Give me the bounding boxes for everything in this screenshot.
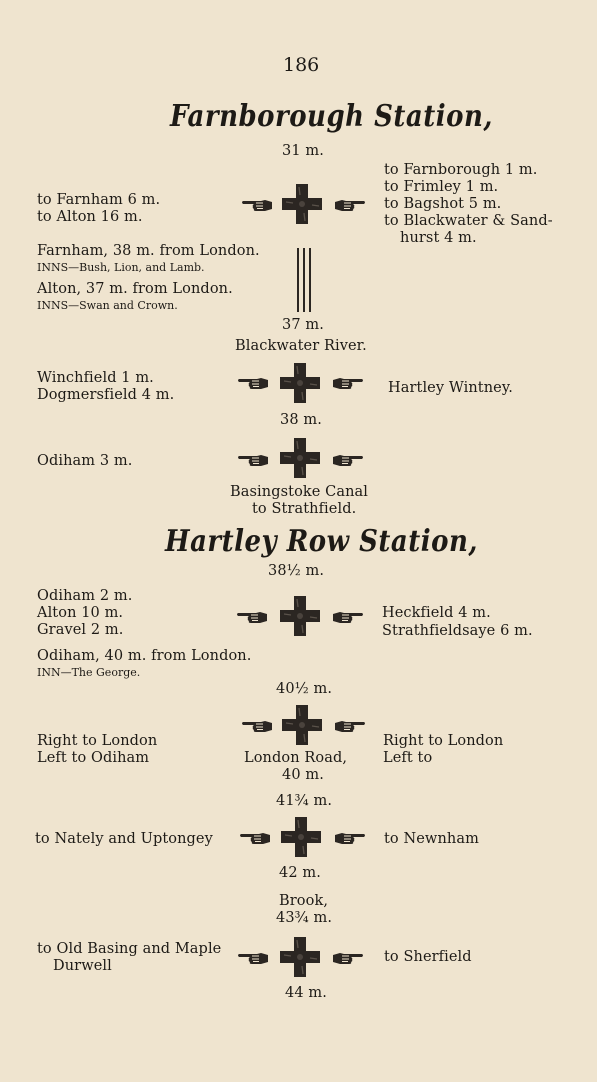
cross-roads-icon (279, 595, 321, 637)
route-right-line: Heckfield 4 m. (382, 605, 491, 621)
route-right-line: to Sherfield (384, 949, 472, 965)
route-right-line: Left to (383, 750, 433, 766)
route-left-line: Odiham 2 m. (37, 588, 133, 604)
cross-roads-icon (279, 437, 321, 479)
pointing-hand-left-icon (236, 452, 270, 468)
route-left-line: Odiham 3 m. (37, 453, 133, 469)
inns-entry: INNS—Swan and Crown. (37, 299, 178, 312)
pointing-hand-right-icon (333, 197, 367, 213)
distance-label: 31 m. (282, 143, 324, 159)
cross-roads-icon (281, 183, 323, 225)
cross-roads-icon (279, 936, 321, 978)
station-heading-farnborough: Farnborough Station, (170, 99, 493, 135)
route-right-line: Strathfieldsaye 6 m. (382, 623, 533, 639)
cross-roads-icon (281, 704, 323, 746)
mileage-label: 44 m. (285, 985, 327, 1001)
pointing-hand-right-icon (331, 950, 365, 966)
mileage-label: 38 m. (280, 412, 322, 428)
pointing-hand-left-icon (236, 950, 270, 966)
route-left-line: Dogmersfield 4 m. (37, 387, 175, 403)
mileage-label: 40 m. (282, 767, 324, 783)
route-left-line: to Farnham 6 m. (37, 192, 161, 208)
pointing-hand-left-icon (238, 830, 272, 846)
pointing-hand-right-icon (333, 830, 367, 846)
route-left-line: to Nately and Uptongey (35, 831, 213, 847)
pointing-hand-right-icon (333, 718, 367, 734)
station-heading-hartley-row: Hartley Row Station, (165, 524, 478, 560)
town-entry: Farnham, 38 m. from London. (37, 243, 260, 259)
route-left-line: Right to London (37, 733, 158, 749)
pointing-hand-right-icon (331, 452, 365, 468)
town-entry: Alton, 37 m. from London. (37, 281, 233, 297)
mileage-label: 37 m. (282, 317, 324, 333)
cross-roads-icon (279, 362, 321, 404)
route-right-line: to Farnborough 1 m. (384, 162, 538, 178)
pointing-hand-left-icon (235, 609, 269, 625)
road-label: London Road, (244, 750, 348, 766)
pointing-hand-left-icon (240, 197, 274, 213)
route-right-line: to Blackwater & Sand- (384, 213, 553, 229)
pointing-hand-right-icon (331, 375, 365, 391)
pointing-hand-left-icon (236, 375, 270, 391)
canal-label: Basingstoke Canal (230, 484, 369, 500)
route-right-line: to Frimley 1 m. (384, 179, 499, 195)
route-left-line: to Old Basing and Maple (37, 941, 222, 957)
route-right-line: Hartley Wintney. (388, 380, 513, 396)
mileage-label: 40½ m. (276, 681, 333, 697)
route-right-line: hurst 4 m. (400, 230, 477, 246)
inns-entry: INN—The George. (37, 666, 141, 679)
cross-roads-icon (280, 816, 322, 858)
route-right-line: Right to London (383, 733, 504, 749)
place-label: Brook, (279, 893, 329, 909)
distance-label: 38½ m. (268, 563, 325, 579)
pointing-hand-left-icon (240, 718, 274, 734)
railway-lines-icon (294, 248, 314, 312)
route-left-line: Alton 10 m. (37, 605, 124, 621)
route-left-line: Durwell (53, 958, 112, 974)
route-left-line: Left to Odiham (37, 750, 150, 766)
route-right-line: to Bagshot 5 m. (384, 196, 502, 212)
inns-entry: INNS—Bush, Lion, and Lamb. (37, 261, 205, 274)
river-label: Blackwater River. (235, 338, 367, 354)
route-right-line: to Newnham (384, 831, 479, 847)
route-left-line: Winchfield 1 m. (37, 370, 154, 386)
town-entry: Odiham, 40 m. from London. (37, 648, 252, 664)
pointing-hand-right-icon (331, 609, 365, 625)
route-left-line: to Alton 16 m. (37, 209, 143, 225)
page-number: 186 (283, 54, 320, 76)
mileage-label: 43¾ m. (276, 910, 333, 926)
mileage-label: 41¾ m. (276, 793, 333, 809)
mileage-label: 42 m. (279, 865, 321, 881)
route-left-line: Gravel 2 m. (37, 622, 124, 638)
canal-label: to Strathfield. (252, 501, 357, 517)
